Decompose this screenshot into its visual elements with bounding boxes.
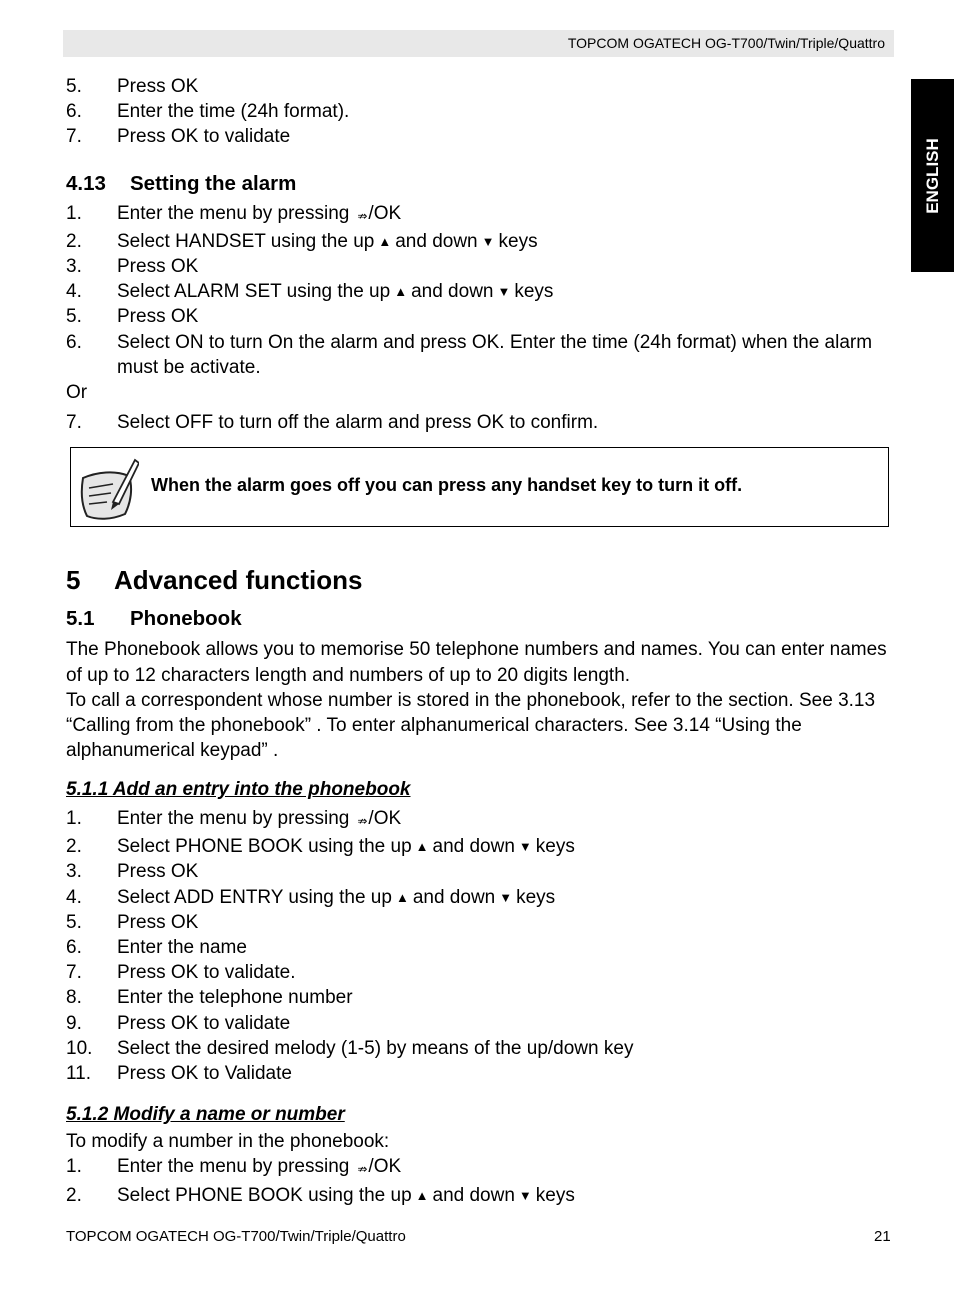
or-text: Or xyxy=(66,382,88,404)
intro-steps xyxy=(66,74,896,150)
down-arrow-icon: ▼ xyxy=(518,839,532,855)
list-item: 5. Press OK xyxy=(66,306,199,328)
page-content xyxy=(66,72,896,1208)
down-arrow-icon: ▼ xyxy=(481,233,495,249)
list-item: 8. Enter the telephone number xyxy=(66,987,353,1009)
list-item: 5. Press OK xyxy=(66,76,199,97)
up-arrow-icon: ▲ xyxy=(415,1187,429,1203)
up-arrow-icon: ▲ xyxy=(394,284,408,300)
down-arrow-icon: ▼ xyxy=(518,1187,532,1203)
down-arrow-icon: ▼ xyxy=(499,889,513,905)
list-item: 4. Select ADD ENTRY using the up ▲ and down ▼ keys xyxy=(66,885,896,910)
modify-steps xyxy=(66,1154,896,1207)
note-pencil-icon xyxy=(77,456,139,527)
alarm-steps xyxy=(66,201,896,436)
list-item: 6. Select ON to turn On the alarm and press OK. Enter the time (24h format) when the alarm must be activate. xyxy=(66,331,873,378)
list-item: 6. Enter the name xyxy=(66,936,247,958)
subsection-heading-modify: 5.1.2 Modify a name or number xyxy=(66,1104,345,1126)
phonebook-intro: The Phonebook allows you to memorise 50 telephone numbers and names. You can enter names of up to 12 characters length and numbers of up to 20 digits length. xyxy=(66,639,887,686)
alarm-note-box xyxy=(70,447,889,527)
subsection-heading-add-entry: 5.1.1 Add an entry into the phonebook xyxy=(66,778,411,800)
list-item: 2. Select PHONE BOOK using the up ▲ and down ▼ keys xyxy=(66,834,896,859)
list-item: 7. Press OK to validate xyxy=(66,126,291,148)
down-arrow-icon: ▼ xyxy=(497,284,511,300)
phonebook-reference: To call a correspondent whose number is stored in the phonebook, refer to the section. See 3.13 “Calling from the phonebook” . To enter alphanumerical characters. See 3.14 “Using the alphanumerical keypad” . xyxy=(66,689,876,761)
list-item: 3. Press OK xyxy=(66,861,199,883)
list-item: 2. Select HANDSET using the up ▲ and down ▼ keys xyxy=(66,229,896,254)
list-item: 5. Press OK xyxy=(66,911,199,933)
section-heading-alarm: 4.13 Setting the alarm xyxy=(66,171,297,195)
up-arrow-icon: ▲ xyxy=(395,889,409,905)
menu-key-icon: ⇏ xyxy=(357,813,368,828)
chapter-heading-advanced: 5 Advanced functions xyxy=(66,565,363,596)
modify-intro: To modify a number in the phonebook: xyxy=(66,1131,390,1153)
list-item: 7. Select OFF to turn off the alarm and press OK to confirm. xyxy=(66,412,599,434)
list-item: 3. Press OK xyxy=(66,256,199,278)
menu-key-icon: ⇏ xyxy=(357,208,368,223)
list-item: 6. Enter the time (24h format). xyxy=(66,101,350,123)
list-item: 1. Enter the menu by pressing ⇏/OK xyxy=(66,806,896,834)
list-item: 9. Press OK to validate xyxy=(66,1012,291,1034)
footer-title: TOPCOM OGATECH OG-T700/Twin/Triple/Quattro xyxy=(66,1228,406,1245)
language-tab xyxy=(911,79,954,272)
list-item: 2. Select PHONE BOOK using the up ▲ and down ▼ keys xyxy=(66,1183,896,1208)
header-title: TOPCOM OGATECH OG-T700/Twin/Triple/Quattro xyxy=(567,35,885,51)
add-entry-steps xyxy=(66,806,896,1086)
list-item: 7. Press OK to validate. xyxy=(66,962,296,984)
list-item: 4. Select ALARM SET using the up ▲ and down ▼ keys xyxy=(66,279,896,304)
menu-key-icon: ⇏ xyxy=(357,1162,368,1177)
list-item: 1. Enter the menu by pressing ⇏/OK xyxy=(66,201,896,229)
section-heading-phonebook: 5.1 Phonebook xyxy=(66,607,242,631)
list-item: 1. Enter the menu by pressing ⇏/OK xyxy=(66,1154,896,1182)
alarm-note-text: When the alarm goes off you can press any handset key to turn it off. xyxy=(151,475,743,495)
up-arrow-icon: ▲ xyxy=(378,233,392,249)
list-item: 10. Select the desired melody (1-5) by means of the up/down key xyxy=(66,1037,634,1059)
page-header-bar xyxy=(63,30,894,57)
up-arrow-icon: ▲ xyxy=(415,839,429,855)
page-number: 21 xyxy=(874,1228,891,1245)
language-tab-label: ENGLISH xyxy=(922,137,942,214)
list-item: 11. Press OK to Validate xyxy=(66,1062,292,1084)
